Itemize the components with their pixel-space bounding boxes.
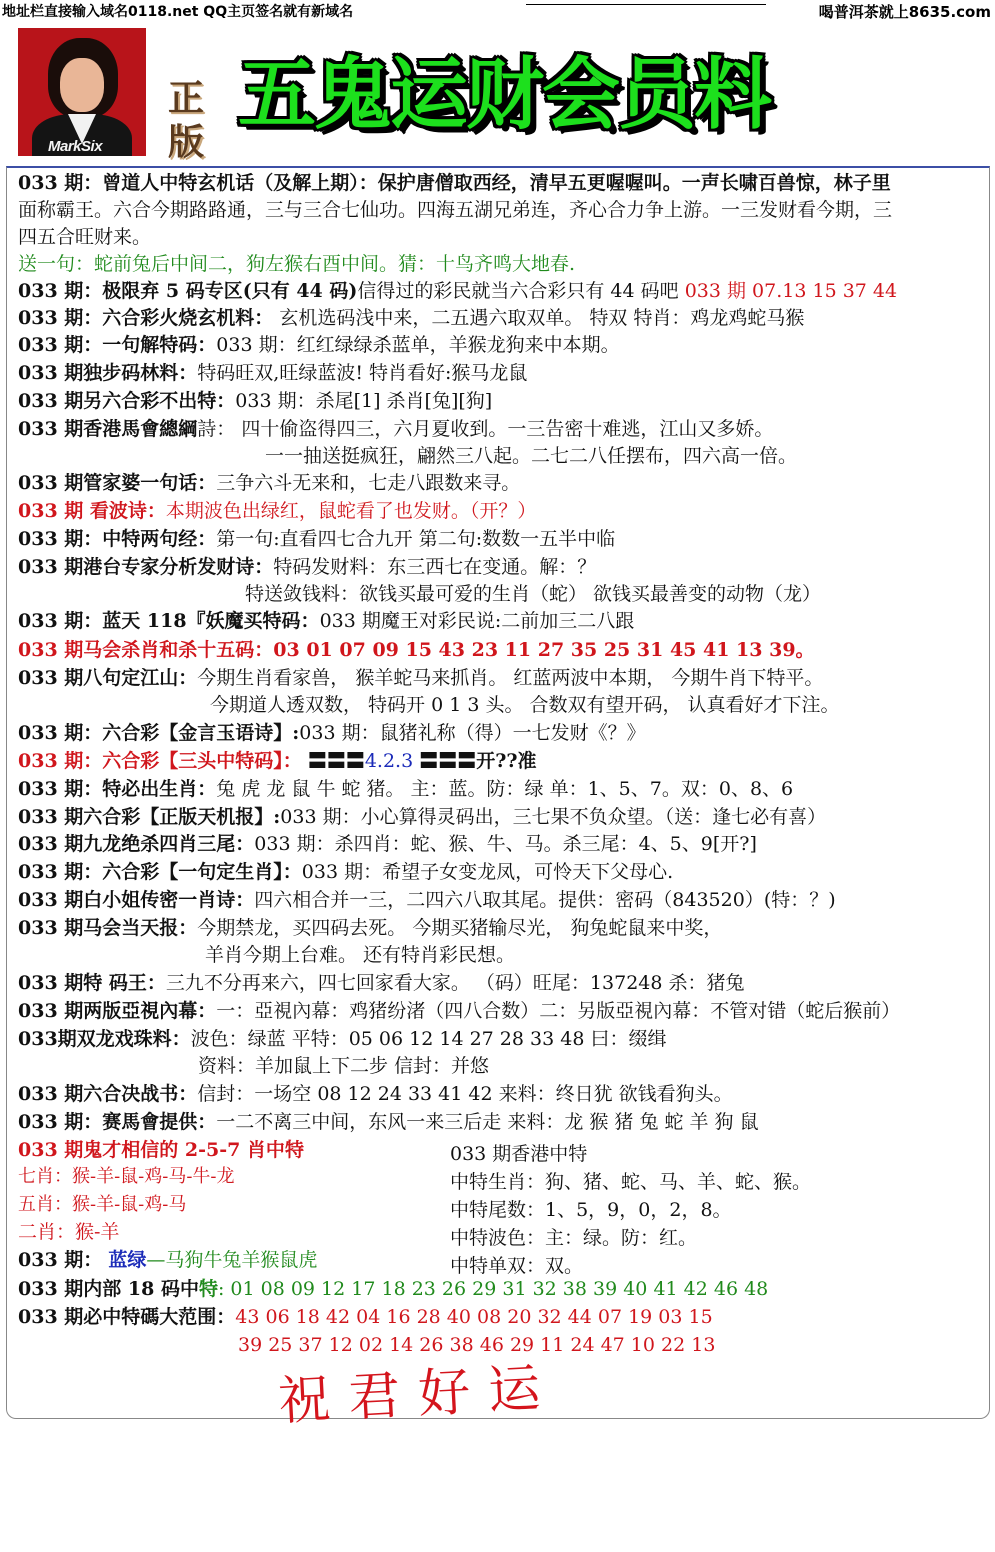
text-line: 033 期：赛馬會提供：一二不离三中间，东风一来三后走 来料：龙 猴 猪 兔 蛇 羊 狗 鼠: [18, 1111, 759, 1133]
text-line: 033 期独步码林料：特码旺双,旺绿蓝波! 特肖看好:猴马龙鼠: [18, 362, 528, 384]
text-line: 033 期：六合彩【三头中特码】： 〓〓〓4.2.3 〓〓〓开??准: [18, 750, 537, 772]
text-line: 二肖：猴-羊: [18, 1221, 120, 1243]
text-line: 033 期另六合彩不出特：033 期：杀尾[1] 杀肖[兔][狗]: [18, 390, 493, 412]
text-line: 四五合旺财来。: [18, 226, 152, 248]
text-line: 033 期内部 18 码中特: 01 08 09 12 17 18 23 26 29 31 32 38 39 40 41 42 46 48: [18, 1278, 769, 1300]
zheng-char: 正: [168, 78, 205, 119]
text-line: 面称霸王。六合今期路路通，三与三合七仙功。四海五湖兄弟连，齐心合力争上游。一三发财看今期，三: [18, 199, 893, 221]
text-line: 033 期特 码王：三九不分再来六，四七回家看大家。 （码）旺尾：137248 杀：猪兔: [18, 972, 745, 994]
zhengban-badge: [168, 70, 230, 165]
page-title: 五鬼运财会员料: [238, 50, 771, 140]
text-line: 五肖：猴-羊-鼠-鸡-马: [18, 1194, 187, 1215]
top-divider: [526, 4, 766, 5]
text-line: 033 期：曾道人中特玄机话（及解上期）：保护唐僧取西经，清早五更喔喔叫。一声长啸百兽惊，林子里: [18, 172, 891, 194]
text-line: 033 期：极限弃 5 码专区(只有 44 码)信得过的彩民就当六合彩只有 44 码吧 033 期 07.13 15 37 44: [18, 280, 898, 302]
text-line: 033 期：中特两句经：第一句:直看四七合九开 第二句:数数一五半中临: [18, 528, 616, 550]
text-line: 033 期六合决战书：信封：一场空 08 12 24 33 41 42 来料：终日犹 欲钱看狗头。: [18, 1083, 733, 1105]
text-line: 033 期香港馬會總綱詩： 四十偷盗得四三，六月夏收到。一三告密十难逃，江山又多娇。: [18, 418, 774, 440]
text-line: 033 期白小姐传密一肖诗：四六相合并一三，二四六八取其尾。提供：密码（843520）(特：？): [18, 889, 836, 911]
good-luck-footer: 祝君好运: [276, 1357, 560, 1433]
portrait-photo: [18, 28, 146, 156]
top-bar-right-text: 喝普洱茶就上8635.com: [818, 3, 991, 21]
top-bar-left-text: 地址栏直接输入域名0118.net QQ主页签名就有新域名: [2, 4, 354, 20]
text-line: 033期双龙戏珠料：波色：绿蓝 平特：05 06 12 14 27 28 33 48 曰：缀缉: [18, 1028, 667, 1050]
text-line: 033 期：蓝天 118『妖魔买特码：033 期魔王对彩民说:二前加三二八跟: [18, 610, 635, 632]
text-line: 033 期马会当天报：今期禁龙，买四码去死。 今期买猪输尽光， 狗兔蛇鼠来中奖，: [18, 917, 723, 939]
text-line: 033 期鬼才相信的 2-5-7 肖中特: [18, 1139, 304, 1161]
text-line: 特送敛钱料：欲钱买最可爱的生肖（蛇） 欲钱买最善变的动物（龙）: [245, 583, 822, 605]
text-line: 033 期九龙绝杀四肖三尾：033 期：杀四肖：蛇、猴、牛、马。杀三尾：4、5、9[开?]: [18, 833, 757, 855]
text-line: 033 期两版亞視內幕：一：亞視內幕：鸡猪纷渚（四八合数）二：另版亞視內幕：不管对错（蛇后猴前）: [18, 1000, 901, 1022]
text-line: 033 期：六合彩【金言玉语诗】:033 期：鼠猪礼称（得）一七发财《？》: [18, 722, 646, 744]
text-line: 39 25 37 12 02 14 26 38 46 29 11 24 47 10 22 13: [238, 1334, 716, 1356]
text-line: 资料：羊加鼠上下二步 信封：并悠: [198, 1055, 490, 1077]
text-line: 一一抽送挺疯狂，翩然三八起。二七二八任摆布，四六高一倍。: [265, 445, 798, 467]
text-line: 033 期港台专家分析发财诗：特码发财料：东三西七在变通。解：？: [18, 556, 597, 578]
text-line: 033 期管家婆一句话：三争六斗无来和，七走八跟数来寻。: [18, 472, 521, 494]
text-line: 033 期必中特碼大范围：43 06 18 42 04 16 28 40 08 20 32 44 07 19 03 15: [18, 1306, 713, 1328]
text-line: 七肖：猴-羊-鼠-鸡-马-牛-龙: [18, 1166, 235, 1187]
text-line: 今期道人透双数， 特码开 0 1 3 头。 合数双有望开码， 认真看好才下注。: [210, 694, 840, 716]
text-line: 033 期：六合彩【一句定生肖】：033 期：希望子女变龙凤，可怜天下父母心.: [18, 861, 674, 883]
text-line: 033 期：特必出生肖：兔 虎 龙 鼠 牛 蛇 猪。 主：蓝。防：绿 单：1、5、7。双：0、8、6: [18, 778, 794, 800]
top-bar: [0, 0, 995, 22]
hk-special-parity: 中特单双：双。: [450, 1255, 584, 1277]
text-line: 羊肖今期上台难。 还有特肖彩民想。: [205, 944, 516, 966]
text-line: 033 期： 蓝绿—马狗牛兔羊猴鼠虎: [18, 1249, 318, 1271]
text-line: 033 期：六合彩火烧玄机料： 玄机选码浅中来，二五遇六取双单。 特双 特肖：鸡龙鸡蛇马猴: [18, 307, 805, 329]
text-line: 送一句：蛇前兔后中间二，狗左猴右酉中间。猜：十鸟齐鸣大地春.: [18, 253, 576, 275]
text-line: 033 期 看波诗：本期波色出绿红，鼠蛇看了也发财。（开？）: [18, 500, 537, 522]
hk-special-color: 中特波色：主：绿。防：红。: [450, 1227, 698, 1249]
hk-special-zodiac: 中特生肖：狗、猪、蛇、马、羊、蛇、猴。: [450, 1171, 812, 1193]
text-line: 033 期马会杀肖和杀十五码：03 01 07 09 15 43 23 11 27 35 25 31 45 41 13 39。: [18, 639, 815, 661]
hk-special-title: 033 期香港中特: [450, 1143, 588, 1165]
hk-special-tail: 中特尾数：1、5，9，0，2，8。: [450, 1199, 732, 1221]
ban-char: 版: [168, 122, 205, 163]
text-line: 033 期八句定江山：今期生肖看家兽， 猴羊蛇马来抓肖。 红蓝两波中本期， 今期牛肖下特平。: [18, 667, 824, 689]
photo-watermark: MarkSix: [48, 138, 103, 155]
text-line: 033 期：一句解特码：033 期：红红绿绿杀蓝单，羊猴龙狗来中本期。: [18, 334, 620, 356]
text-line: 033 期六合彩【正版天机报】:033 期：小心算得灵码出，三七果不负众望。（送：逢七必有喜）: [18, 806, 827, 828]
